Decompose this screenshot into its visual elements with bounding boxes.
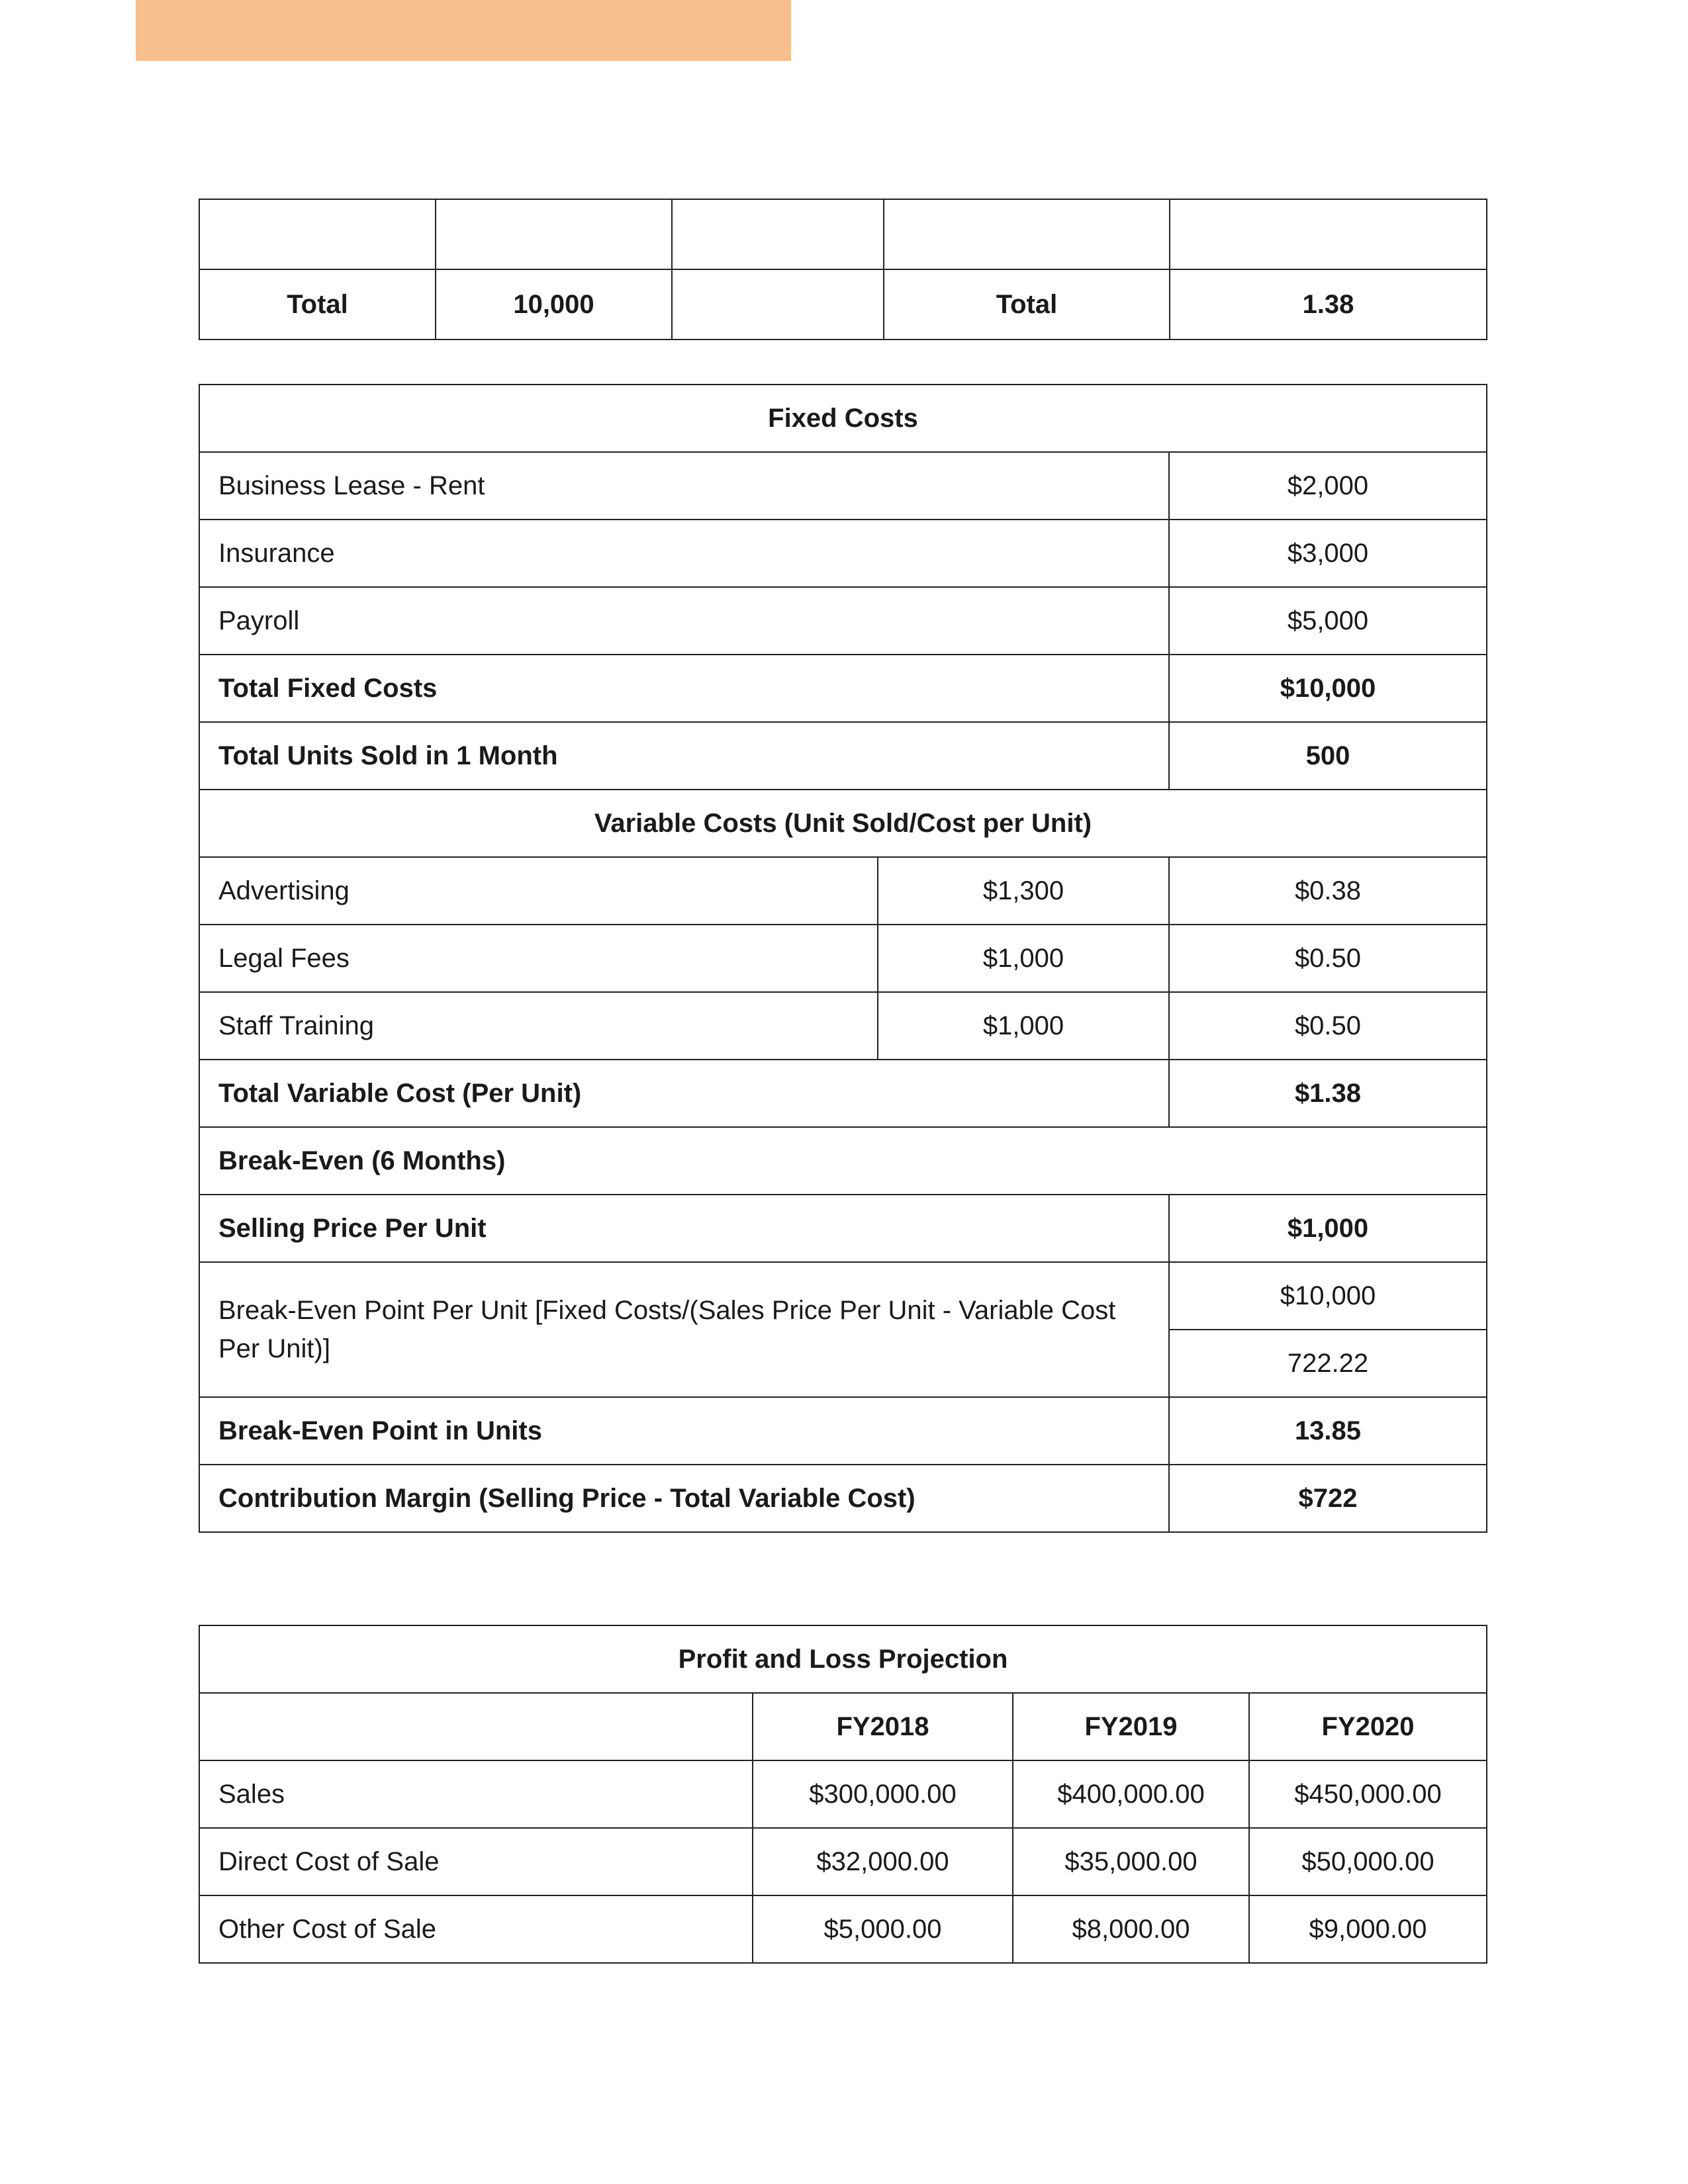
units-sold-value: 500 (1169, 722, 1487, 790)
table-row (199, 1465, 1487, 1532)
total-variable-cost-value: $1.38 (1169, 1060, 1487, 1127)
fixed-cost-label: Business Lease - Rent (199, 452, 1169, 520)
year-header: FY2019 (1013, 1693, 1249, 1760)
table-row (199, 655, 1487, 722)
table-row (199, 722, 1487, 790)
pnl-value: $5,000.00 (753, 1895, 1013, 1963)
total-cost-value: 1.38 (1170, 269, 1487, 340)
table-row (199, 925, 1487, 992)
table-row (199, 269, 1487, 340)
empty-cell (199, 199, 436, 269)
year-header: FY2018 (753, 1693, 1013, 1760)
pnl-value: $9,000.00 (1249, 1895, 1487, 1963)
table-row (199, 1262, 1487, 1330)
break-even-per-unit-label: Break-Even Point Per Unit [Fixed Costs/(Sales Price Per Unit - Variable Cost Per Unit)] (199, 1262, 1169, 1397)
variable-costs-header: Variable Costs (Unit Sold/Cost per Unit) (199, 790, 1487, 857)
variable-cost-per-unit: $0.38 (1169, 857, 1487, 925)
variable-cost-label: Advertising (199, 857, 878, 925)
table-row (199, 385, 1487, 452)
table-row (199, 857, 1487, 925)
table-row (199, 1127, 1487, 1195)
pnl-value: $450,000.00 (1249, 1760, 1487, 1828)
fixed-cost-value: $3,000 (1169, 520, 1487, 587)
total-variable-cost-label: Total Variable Cost (Per Unit) (199, 1060, 1169, 1127)
fixed-cost-label: Payroll (199, 587, 1169, 655)
pnl-value: $32,000.00 (753, 1828, 1013, 1895)
table-row (199, 790, 1487, 857)
table-row (199, 1625, 1487, 1693)
variable-cost-per-unit: $0.50 (1169, 992, 1487, 1060)
year-header: FY2020 (1249, 1693, 1487, 1760)
fixed-cost-value: $5,000 (1169, 587, 1487, 655)
table-row (199, 1397, 1487, 1465)
empty-cell (436, 199, 672, 269)
table-row (199, 1895, 1487, 1963)
profit-loss-table (199, 1625, 1487, 1964)
table-row (199, 199, 1487, 269)
break-even-header: Break-Even (6 Months) (199, 1127, 1487, 1195)
break-even-per-unit-value: $10,000 (1169, 1262, 1487, 1330)
pnl-value: $300,000.00 (753, 1760, 1013, 1828)
total-label: Total (199, 269, 436, 340)
variable-cost-label: Staff Training (199, 992, 878, 1060)
table-row (199, 520, 1487, 587)
pnl-row-label: Direct Cost of Sale (199, 1828, 753, 1895)
variable-cost-amount: $1,000 (878, 992, 1169, 1060)
table-row (199, 1195, 1487, 1262)
variable-cost-amount: $1,300 (878, 857, 1169, 925)
pnl-value: $50,000.00 (1249, 1828, 1487, 1895)
empty-cell (884, 199, 1170, 269)
break-even-per-unit-result: 722.22 (1169, 1330, 1487, 1397)
empty-cell (199, 1693, 753, 1760)
total-units-value: 10,000 (436, 269, 672, 340)
total-label: Total (884, 269, 1170, 340)
table-row (199, 587, 1487, 655)
table-row (199, 1060, 1487, 1127)
table-row (199, 1828, 1487, 1895)
costs-table (199, 384, 1487, 1533)
pnl-row-label: Sales (199, 1760, 753, 1828)
variable-cost-amount: $1,000 (878, 925, 1169, 992)
pnl-value: $8,000.00 (1013, 1895, 1249, 1963)
variable-cost-per-unit: $0.50 (1169, 925, 1487, 992)
break-even-units-label: Break-Even Point in Units (199, 1397, 1169, 1465)
top-banner (136, 0, 791, 61)
empty-cell (1170, 199, 1487, 269)
contribution-margin-value: $722 (1169, 1465, 1487, 1532)
contribution-margin-label: Contribution Margin (Selling Price - Total Variable Cost) (199, 1465, 1169, 1532)
break-even-units-value: 13.85 (1169, 1397, 1487, 1465)
units-sold-label: Total Units Sold in 1 Month (199, 722, 1169, 790)
fixed-cost-value: $2,000 (1169, 452, 1487, 520)
table-row (199, 452, 1487, 520)
selling-price-value: $1,000 (1169, 1195, 1487, 1262)
total-fixed-costs-value: $10,000 (1169, 655, 1487, 722)
total-fixed-costs-label: Total Fixed Costs (199, 655, 1169, 722)
table-row (199, 1693, 1487, 1760)
variable-cost-label: Legal Fees (199, 925, 878, 992)
selling-price-label: Selling Price Per Unit (199, 1195, 1169, 1262)
fixed-cost-label: Insurance (199, 520, 1169, 587)
profit-loss-title: Profit and Loss Projection (199, 1625, 1487, 1693)
pnl-value: $400,000.00 (1013, 1760, 1249, 1828)
fixed-costs-header: Fixed Costs (199, 385, 1487, 452)
table-row (199, 992, 1487, 1060)
empty-cell (672, 199, 884, 269)
table-row (199, 1760, 1487, 1828)
pnl-value: $35,000.00 (1013, 1828, 1249, 1895)
pnl-row-label: Other Cost of Sale (199, 1895, 753, 1963)
summary-table (199, 199, 1487, 340)
empty-cell (672, 269, 884, 340)
